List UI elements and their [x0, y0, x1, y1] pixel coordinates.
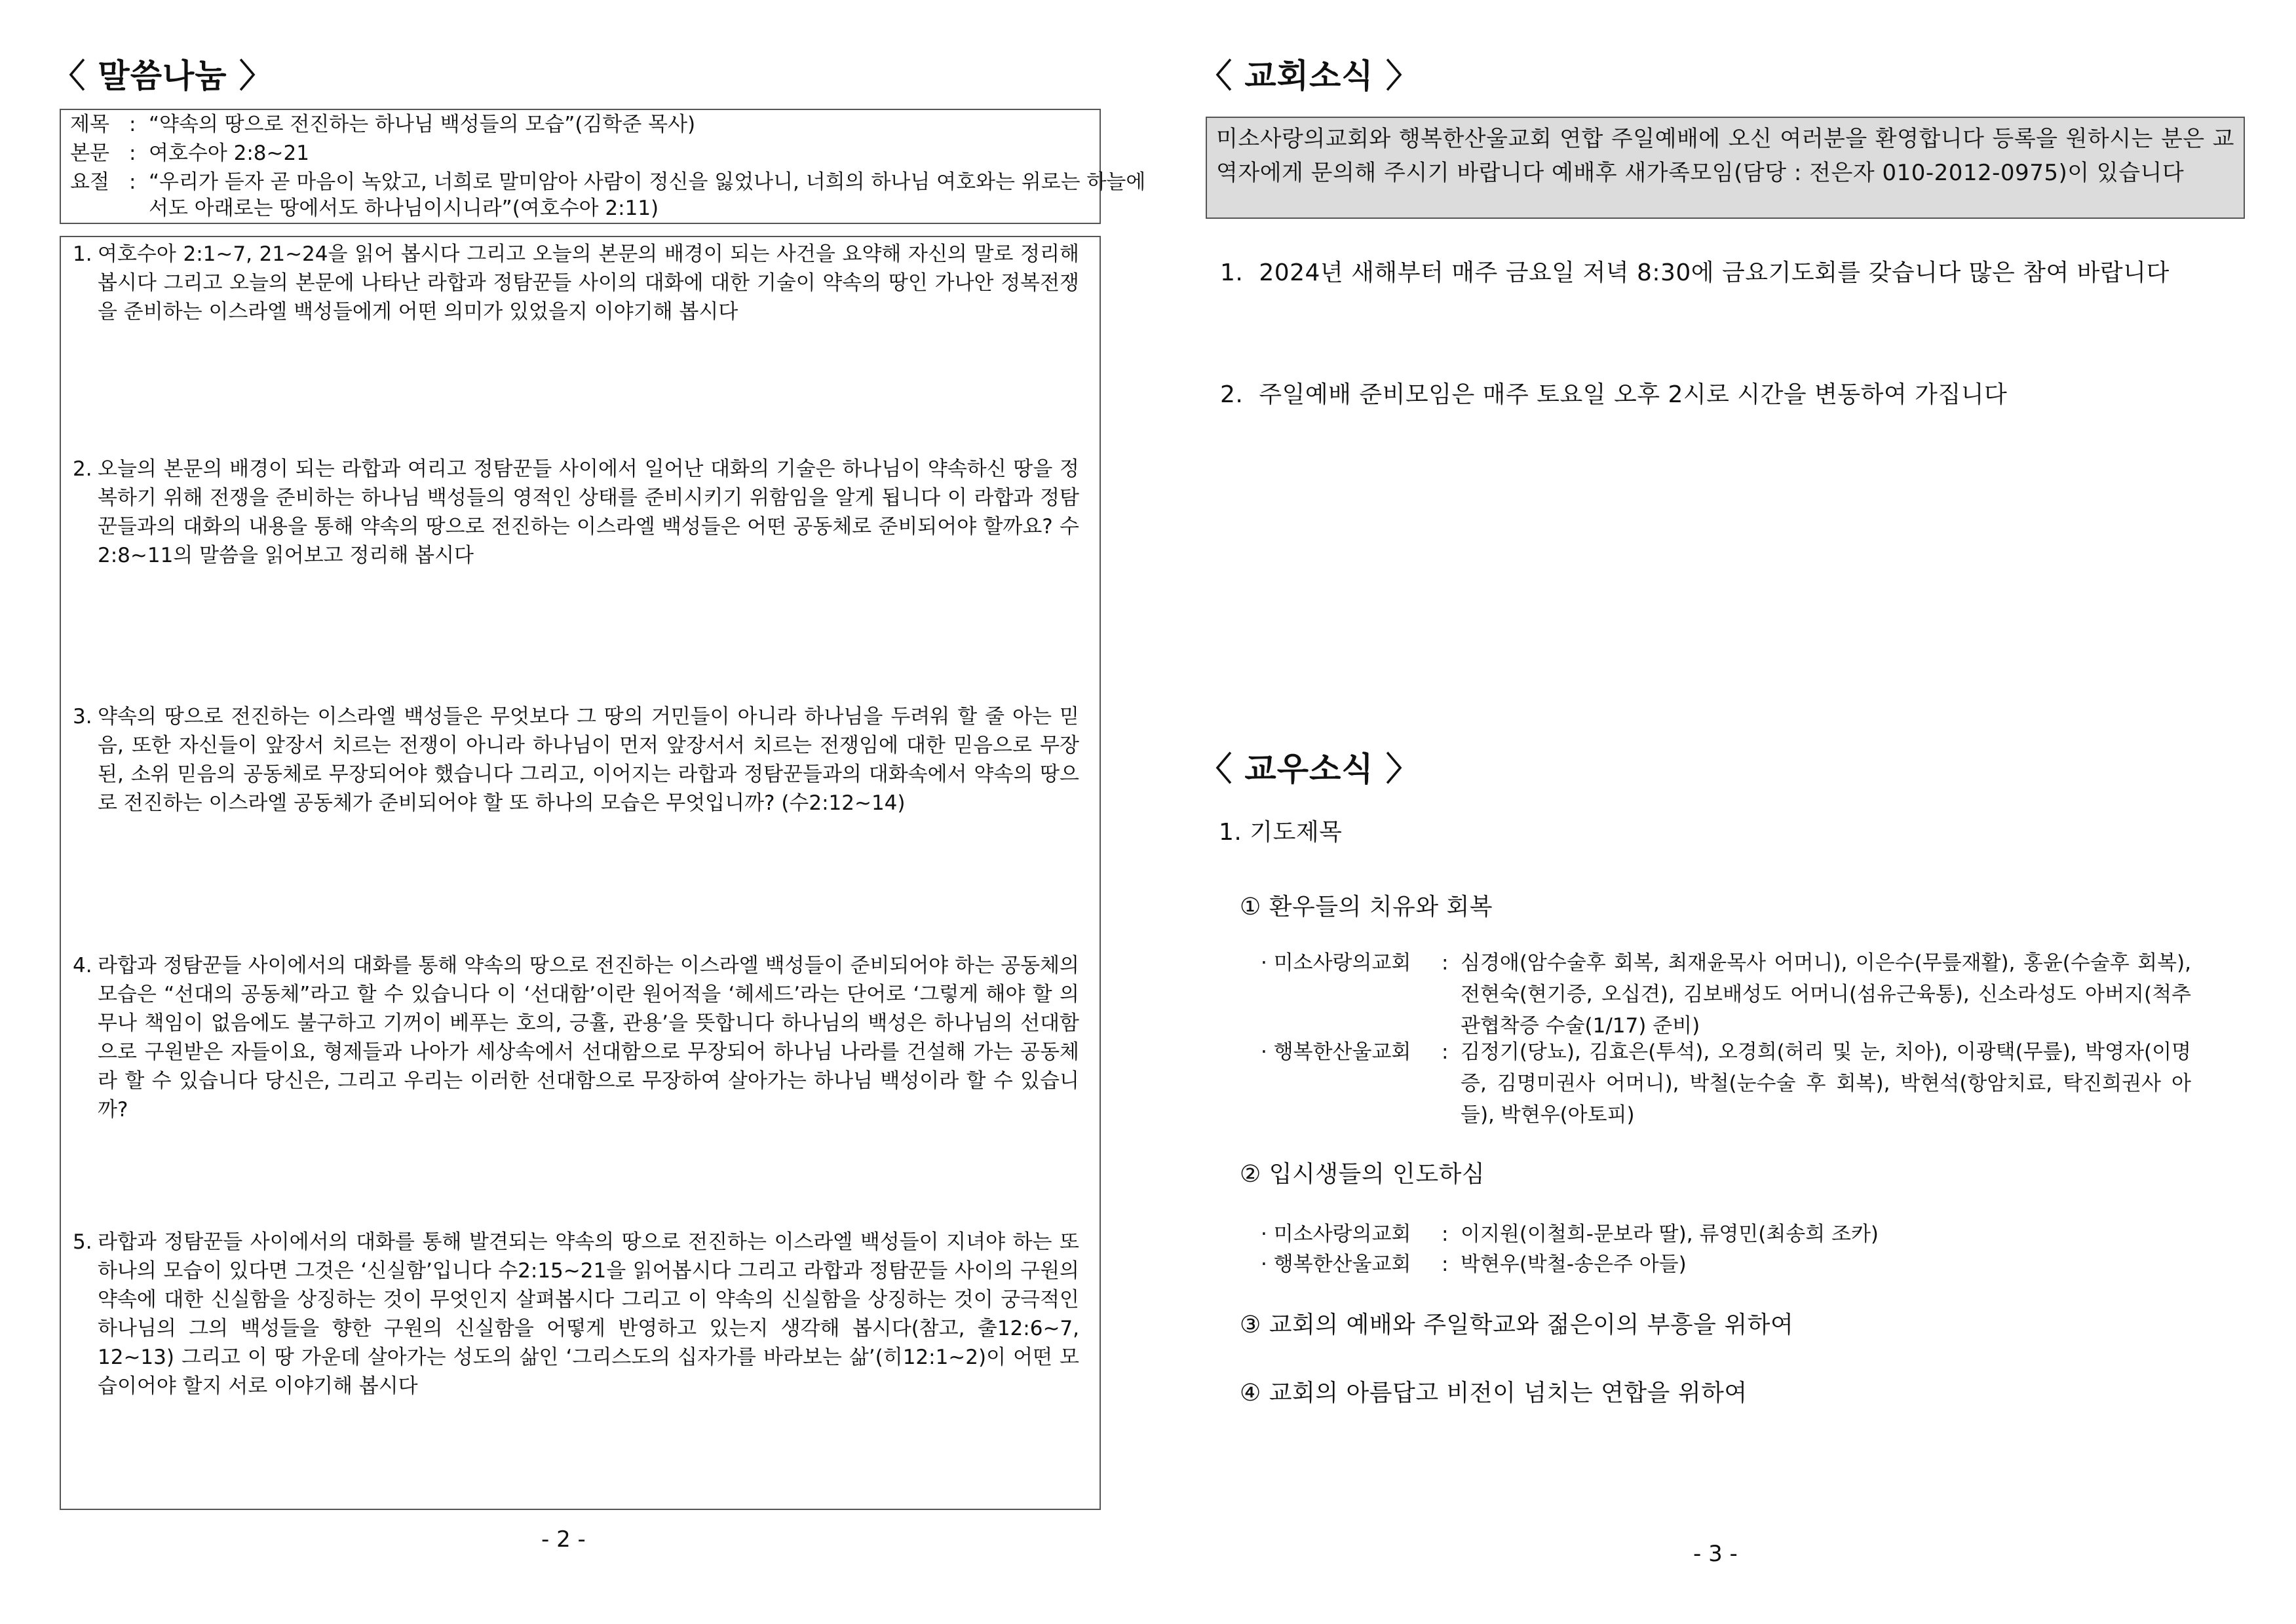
member-news-heading: 〈 교우소식 〉 [1199, 750, 1420, 788]
prayer-requests-title: 1. 기도제목 [1219, 819, 1343, 846]
prayer-group-names: 이지원(이철희-문보라 딸), 류영민(최송희 조카) [1461, 1222, 1879, 1246]
prayer-group-names: 박현우(박철-송은주 아들) [1461, 1253, 1687, 1276]
question-item [73, 951, 1079, 1124]
page-number-right: - 3 - [1693, 1541, 1738, 1567]
prayer-group-church: · 행복한산울교회 [1261, 1040, 1411, 1064]
sermon-title-label: 제목 [70, 113, 109, 136]
question-item [73, 1228, 1079, 1401]
news-item [1220, 254, 2170, 288]
news-item-number: 1. [1220, 259, 1244, 286]
question-number: 1. [73, 242, 92, 266]
news-item-text: 주일예배 준비모임은 매주 토요일 오후 2시로 시간을 변동하여 가집니다 [1259, 381, 2008, 408]
key-verse-label: 요절 [70, 170, 109, 194]
prayer-topic-unity: ④ 교회의 아름답고 비전이 넘치는 연합을 위하여 [1240, 1380, 1748, 1407]
question-number: 2. [73, 457, 92, 481]
welcome-notice: 미소사랑의교회와 행복한산울교회 연합 주일예배에 오신 여러분을 환영합니다 등록을 원하시는 분은 교역자에게 문의해 주시기 바랍니다 예배후 새가족모임(담당 : 전은자 010-2012-0975)이 있습니다 [1206, 117, 2245, 219]
colon-separator: : [129, 142, 136, 165]
prayer-topic-students: ② 입시생들의 인도하심 [1240, 1161, 1485, 1188]
question-text: 라합과 정탐꾼들 사이에서의 대화를 통해 발견되는 약속의 땅으로 전진하는 이스라엘 백성들이 지녀야 하는 또 하나의 모습이 있다면 그것은 ‘신실함’입니다 수2:15~21을 읽어봅시다 그리고 라합과 정탐꾼들 사이의 구원의 약속에 대한 신실함을 상징하는 것이 무엇인지 살펴봅시다 그리고 이 약속의 신실함을 상징하는 것이 궁극적인 하나님의 그의 백성들을 향한 구원의 신실함을 어떻게 반영하고 있는지 생각해 봅시다(참고, 출12:6~7, 12~13) 그리고 이 땅 가운데 살아가는 성도의 삶인 ‘그리스도의 십자가를 바라보는 삶’(히12:1~2)이 어떤 모습이어야 할지 서로 이야기해 봅시다 [98, 1230, 1079, 1398]
prayer-topic-healing: ① 환우들의 치유와 회복 [1240, 894, 1493, 920]
scripture-text-label: 본문 [70, 142, 109, 165]
question-text: 라합과 정탐꾼들 사이에서의 대화를 통해 약속의 땅으로 전진하는 이스라엘 백성들이 준비되어야 하는 공동체의 모습은 “선대의 공동체”라고 할 수 있습니다 이 ‘선대함’이란 원어적을 ‘헤세드’라는 단어로 ‘그렇게 해야 할 의무나 책임이 없음에도 불구하고 기꺼이 베푸는 호의, 긍휼, 관용’을 뜻합니다 하나님의 백성은 하나님의 선대함으로 구원받은 자들이요, 형제들과 나아가 세상속에서 선대함으로 무장되어 하나님 나라를 건설해 가는 공동체라 할 수 있습니다 당신은, 그리고 우리는 이러한 선대함으로 무장하여 살아가는 하나님 백성이라 할 수 있습니까? [98, 954, 1079, 1122]
prayer-group-church: · 미소사랑의교회 [1261, 951, 1411, 975]
colon-separator: : [1442, 1253, 1449, 1276]
news-item-number: 2. [1220, 381, 1244, 408]
question-item [73, 455, 1079, 570]
scripture-text-row [70, 139, 309, 168]
key-verse-line2: 서도 아래로는 땅에서도 하나님이시니라”(여호수아 2:11) [149, 197, 659, 220]
prayer-group-names: 심경애(암수술후 회복, 최재윤목사 어머니), 이은수(무릎재활), 홍윤(수술후 회복), 전현숙(현기증, 오십견), 김보배성도 어머니(섬유근육통), 신소라성도 아버지(척추관협착증 수술(1/17) 준비) [1461, 951, 2191, 1038]
colon-separator: : [129, 113, 136, 136]
question-item [73, 702, 1079, 818]
question-text: 여호수아 2:1~7, 21~24을 읽어 봅시다 그리고 오늘의 본문의 배경이 되는 사건을 요약해 자신의 말로 정리해 봅시다 그리고 오늘의 본문에 나타난 라합과 정탐꾼들 사이의 대화에 대한 기술이 약속의 땅인 가나안 정복전쟁을 준비하는 이스라엘 백성들에게 어떤 의미가 있었을지 이야기해 봅시다 [98, 242, 1079, 324]
prayer-group-church: · 행복한산울교회 [1261, 1253, 1411, 1276]
question-number: 5. [73, 1230, 92, 1254]
page-number-left: - 2 - [541, 1526, 586, 1553]
colon-separator: : [1442, 1222, 1449, 1246]
key-verse-line1: “우리가 듣자 곧 마음이 녹았고, 너희로 말미암아 사람이 정신을 잃었나니, 너희의 하나님 여호와는 위로는 하늘에 [149, 170, 1146, 194]
discussion-questions-box [60, 236, 1101, 1510]
question-item [73, 240, 1079, 326]
sermon-title-row [70, 110, 695, 139]
question-number: 4. [73, 954, 92, 977]
colon-separator: : [1442, 951, 1449, 975]
sermon-sharing-heading: 〈 말씀나눔 〉 [52, 57, 273, 95]
prayer-group-names: 김정기(당뇨), 김효은(투석), 오경희(허리 및 눈, 치아), 이광택(무릎), 박영자(이명증, 김명미권사 어머니), 박철(눈수술 후 회복), 박현석(항암치료, 탁진희권사 아들), 박현우(아토피) [1461, 1040, 2191, 1127]
sermon-title: “약속의 땅으로 전진하는 하나님 백성들의 모습”(김학준 목사) [149, 113, 696, 136]
scripture-text: 여호수아 2:8~21 [149, 142, 309, 165]
question-text: 오늘의 본문의 배경이 되는 라합과 여리고 정탐꾼들 사이에서 일어난 대화의 기술은 하나님이 약속하신 땅을 정복하기 위해 전쟁을 준비하는 하나님 백성들의 영적인 상태를 준비시키기 위함임을 알게 됩니다 이 라합과 정탐꾼들과의 대화의 내용을 통해 약속의 땅으로 전진하는 이스라엘 백성들은 어떤 공동체로 준비되어야 할까요? 수2:8~11의 말씀을 읽어보고 정리해 봅시다 [98, 457, 1079, 567]
prayer-topic-revival: ③ 교회의 예배와 주일학교와 젊은이의 부흥을 위하여 [1240, 1312, 1794, 1338]
church-news-heading: 〈 교회소식 〉 [1199, 57, 1420, 95]
key-verse-row [70, 168, 1145, 197]
colon-separator: : [129, 170, 136, 194]
prayer-group-church: · 미소사랑의교회 [1261, 1222, 1411, 1246]
colon-separator: : [1442, 1040, 1449, 1064]
question-text: 약속의 땅으로 전진하는 이스라엘 백성들은 무엇보다 그 땅의 거민들이 아니라 하나님을 두려워 할 줄 아는 믿음, 또한 자신들이 앞장서 치르는 전쟁이 아니라 하나님이 먼저 앞장서서 치르는 전쟁임에 대한 믿음으로 무장된, 소위 믿음의 공동체로 무장되어야 했습니다 그리고, 이어지는 라합과 정탐꾼들과의 대화속에서 약속의 땅으로 전진하는 이스라엘 공동체가 준비되어야 할 또 하나의 모습은 무엇입니까? (수2:12~14) [98, 705, 1079, 815]
news-item-text: 2024년 새해부터 매주 금요일 저녁 8:30에 금요기도회를 갖습니다 많은 참여 바랍니다 [1259, 259, 2170, 286]
sermon-info-box [60, 109, 1146, 224]
question-number: 3. [73, 705, 92, 728]
news-item [1220, 376, 2007, 409]
